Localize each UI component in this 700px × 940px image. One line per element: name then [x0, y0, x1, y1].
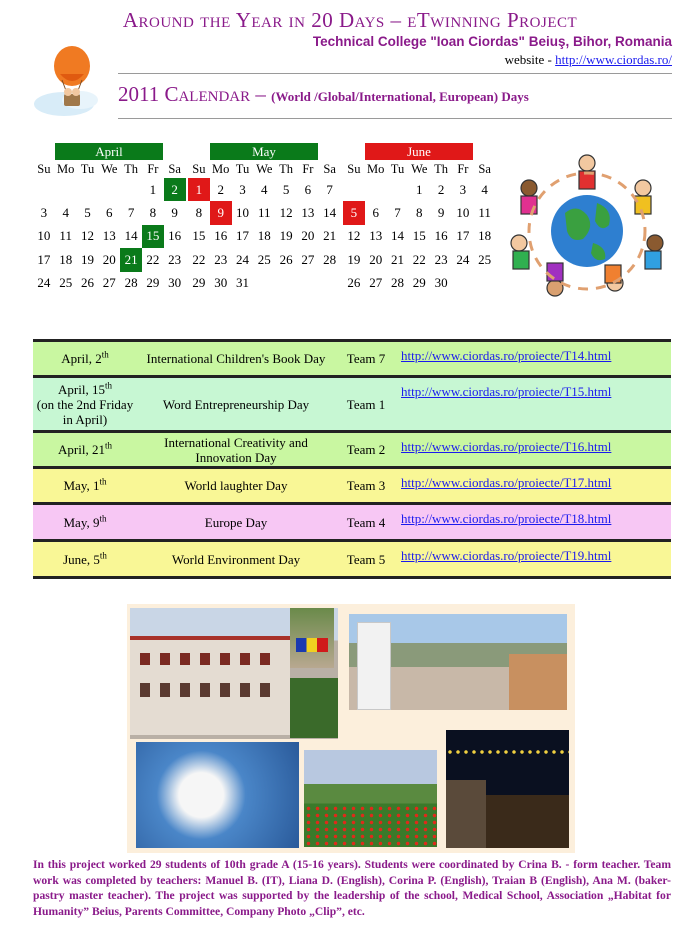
event-team: Team 1: [335, 377, 397, 432]
event-link-cell: [397, 341, 671, 377]
day-cell: 22: [146, 251, 160, 267]
website-link[interactable]: http://www.ciordas.ro/: [555, 52, 672, 67]
day-cell: [365, 178, 387, 201]
event-team: Team 7: [335, 341, 397, 377]
calendar-title: [118, 82, 529, 107]
weekday-label: Mo: [212, 161, 230, 176]
event-date-text: April, 21: [58, 442, 105, 457]
day-cell: [275, 272, 297, 295]
day-cell: 23: [214, 251, 228, 267]
day-cell: 16: [168, 228, 182, 244]
event-row: [33, 432, 671, 468]
weekday-label: Tu: [80, 161, 95, 176]
day-cell: 28: [323, 251, 337, 267]
day-cell: 16: [214, 228, 228, 244]
day-cell: 6: [106, 205, 113, 221]
weekday-label: We: [256, 161, 273, 176]
day-cell: 16: [434, 228, 448, 244]
day-cell: 10: [456, 205, 470, 221]
calendar-april: [33, 160, 186, 295]
day-cell: 8: [416, 205, 423, 221]
day-cell: [474, 272, 496, 295]
event-link-cell: [397, 541, 671, 578]
day-cell: 26: [347, 275, 361, 291]
events-table: [33, 339, 671, 579]
event-link[interactable]: http://www.ciordas.ro/proiecte/T14.html: [401, 348, 612, 363]
day-cell: 20: [301, 228, 315, 244]
day-cell: [343, 178, 365, 201]
event-date-text: April, 15: [58, 381, 105, 397]
day-cell: 29: [146, 275, 160, 291]
day-cell: 18: [478, 228, 492, 244]
event-name: International Creativity and Innovation Day: [137, 432, 335, 468]
weekday-label: Sa: [478, 161, 491, 176]
event-team: Team 4: [335, 504, 397, 541]
day-cell: 2: [217, 181, 224, 197]
month-june: [343, 143, 496, 295]
day-cell: 3: [239, 181, 246, 197]
event-team: Team 3: [335, 468, 397, 504]
day-cell: 5: [84, 205, 91, 221]
day-cell: 2: [437, 181, 445, 197]
day-cell: 30: [214, 275, 228, 291]
day-cell: 18: [257, 228, 271, 244]
day-cell: 24: [235, 251, 249, 267]
event-row: [33, 541, 671, 578]
website-line: [505, 52, 672, 68]
event-link[interactable]: http://www.ciordas.ro/proiecte/T15.html: [401, 384, 612, 399]
month-april-header: April: [55, 143, 163, 160]
day-cell: 21: [323, 228, 337, 244]
statue-flag-photo: [290, 608, 334, 668]
day-cell: 12: [347, 228, 361, 244]
event-name: World laughter Day: [137, 468, 335, 504]
weekday-row: [33, 160, 186, 178]
day-cell: 20: [102, 251, 116, 267]
week-row: [33, 201, 186, 224]
event-date-suffix: th: [99, 476, 107, 487]
weekday-label: Th: [124, 161, 139, 176]
day-cell: 10: [235, 205, 249, 221]
header-divider-top: [118, 73, 672, 74]
event-team: Team 5: [335, 541, 397, 578]
day-cell: 29: [412, 275, 426, 291]
day-cell: 11: [478, 205, 491, 221]
day-cell: 23: [168, 251, 182, 267]
day-cell: 20: [369, 251, 383, 267]
day-cell: 14: [124, 228, 138, 244]
day-cell: 28: [124, 275, 138, 291]
event-date: [33, 468, 137, 504]
event-link-cell: [397, 377, 671, 432]
day-cell: 19: [80, 251, 94, 267]
week-row: [343, 178, 496, 201]
children-around-globe-illustration: [505, 143, 670, 308]
event-name: International Children's Book Day: [137, 341, 335, 377]
event-date-suffix: th: [101, 349, 109, 360]
event-link[interactable]: http://www.ciordas.ro/proiecte/T18.html: [401, 511, 612, 526]
month-april: [33, 143, 186, 295]
calendar-title-text: 2011 Calendar –: [118, 82, 272, 106]
day-cell: 21: [120, 248, 142, 271]
day-cell: 12: [80, 228, 94, 244]
day-cell: 13: [301, 205, 315, 221]
day-cell: 19: [279, 228, 293, 244]
calendar-may: [188, 160, 341, 295]
day-cell: 13: [102, 228, 116, 244]
night-street-photo: [446, 730, 569, 848]
day-cell: 25: [478, 251, 492, 267]
day-cell: 18: [59, 251, 73, 267]
day-cell: [387, 178, 409, 201]
event-date: [33, 377, 137, 432]
magnolia-photo: [136, 742, 299, 848]
event-link[interactable]: http://www.ciordas.ro/proiecte/T17.html: [401, 475, 612, 490]
event-date-text: May, 1: [63, 478, 100, 493]
day-cell: 14: [323, 205, 337, 221]
weekday-label: Sa: [323, 161, 336, 176]
month-may: [188, 143, 341, 295]
day-cell: 25: [257, 251, 271, 267]
header-divider-bottom: [118, 118, 672, 119]
day-cell: 7: [326, 181, 333, 197]
day-cell: 22: [192, 251, 206, 267]
event-name: World Environment Day: [137, 541, 335, 578]
balloon-logo: [30, 44, 110, 122]
school-name: Technical College "Ioan Ciordas" Beiuş, Bihor, Romania: [312, 34, 672, 49]
day-cell: 24: [456, 251, 470, 267]
day-cell: 15: [412, 228, 426, 244]
day-cell: [297, 272, 319, 295]
event-date: [33, 341, 137, 377]
weekday-label: Sa: [168, 161, 181, 176]
day-cell: 15: [192, 228, 206, 244]
weekday-label: We: [101, 161, 118, 176]
event-date-suffix: th: [104, 380, 112, 391]
event-date-note: (on the 2nd Friday in April): [36, 396, 134, 427]
day-cell: 21: [390, 251, 404, 267]
week-row: [343, 225, 496, 248]
event-link-cell: [397, 432, 671, 468]
event-link-cell: [397, 468, 671, 504]
weekday-label: Su: [192, 161, 206, 176]
event-date: [33, 432, 137, 468]
day-cell: [33, 178, 55, 201]
week-row: [188, 225, 341, 248]
day-cell: [120, 178, 142, 201]
day-cell: [98, 178, 120, 201]
day-cell: 22: [412, 251, 426, 267]
day-cell: 17: [37, 251, 51, 267]
weekday-label: Fr: [147, 161, 159, 176]
event-date: [33, 504, 137, 541]
event-row: [33, 377, 671, 432]
calendar-subtitle: (World /Global/International, European) Days: [271, 89, 529, 104]
day-cell: 31: [235, 275, 249, 291]
day-cell: 27: [301, 251, 315, 267]
day-cell: 27: [102, 275, 116, 291]
month-may-header: May: [210, 143, 318, 160]
day-cell: [77, 178, 99, 201]
weekday-label: Su: [37, 161, 51, 176]
poppy-field-photo: [304, 750, 437, 847]
event-date-text: June, 5: [63, 551, 100, 567]
day-cell: [253, 272, 275, 295]
event-row: [33, 468, 671, 504]
day-cell: 2: [164, 178, 186, 201]
day-cell: 26: [279, 251, 293, 267]
event-team: Team 2: [335, 432, 397, 468]
day-cell: 30: [168, 275, 182, 291]
weekday-label: Fr: [302, 161, 314, 176]
day-cell: [319, 272, 341, 295]
calendar-june: [343, 160, 496, 295]
day-cell: [452, 272, 474, 295]
day-cell: 3: [459, 181, 467, 197]
day-cell: 19: [347, 251, 361, 267]
event-row: [33, 341, 671, 377]
week-row: [343, 201, 496, 224]
day-cell: 4: [261, 181, 268, 197]
weekday-row: [343, 160, 496, 178]
day-cell: 14: [390, 228, 404, 244]
week-row: [33, 272, 186, 295]
event-date-text: April, 2: [61, 351, 102, 366]
day-cell: 5: [282, 181, 290, 197]
event-date: [33, 541, 137, 578]
day-cell: 15: [142, 225, 164, 248]
day-cell: 7: [394, 205, 401, 221]
day-cell: 1: [416, 181, 423, 197]
day-cell: 10: [37, 228, 51, 244]
day-cell: 30: [434, 275, 448, 291]
day-cell: 13: [369, 228, 383, 244]
event-name: Europe Day: [137, 504, 335, 541]
day-cell: 11: [59, 228, 72, 244]
town-panorama-photo: [349, 614, 567, 710]
day-cell: 9: [171, 205, 178, 221]
weekday-label: Tu: [390, 161, 405, 176]
day-cell: 12: [279, 205, 293, 221]
weekday-label: Th: [434, 161, 449, 176]
event-name: Word Entrepreneurship Day: [137, 377, 335, 432]
day-cell: 8: [195, 205, 203, 221]
week-row: [343, 272, 496, 295]
day-cell: 3: [40, 205, 48, 221]
week-row: [188, 272, 341, 295]
day-cell: 23: [434, 251, 448, 267]
day-cell: 25: [59, 275, 73, 291]
week-row: [33, 178, 186, 201]
day-cell: 29: [192, 275, 206, 291]
day-cell: 6: [304, 181, 312, 197]
event-link-cell: [397, 504, 671, 541]
event-row: [33, 504, 671, 541]
weekday-label: Su: [347, 161, 361, 176]
day-cell: 17: [456, 228, 470, 244]
day-cell: 4: [62, 205, 69, 221]
day-cell: 27: [369, 275, 383, 291]
month-june-header: June: [365, 143, 473, 160]
day-cell: 1: [149, 181, 157, 197]
week-row: [33, 225, 186, 248]
day-cell: 8: [149, 205, 157, 221]
week-row: [343, 248, 496, 271]
day-cell: 4: [481, 181, 488, 197]
day-cell: 9: [210, 201, 232, 224]
day-cell: 7: [127, 205, 135, 221]
event-date-suffix: th: [99, 550, 107, 561]
week-row: [188, 178, 341, 201]
weekday-row: [188, 160, 341, 178]
day-cell: 6: [372, 205, 379, 221]
event-link[interactable]: http://www.ciordas.ro/proiecte/T16.html: [401, 439, 612, 454]
week-row: [188, 201, 341, 224]
day-cell: [55, 178, 77, 201]
event-date-suffix: th: [99, 513, 107, 524]
weekday-label: Tu: [235, 161, 250, 176]
event-date-text: May, 9: [63, 514, 100, 530]
project-credits: In this project worked 29 students of 10th grade A (15-16 years). Students were coordinated by Crina B. - form teacher. Team work was completed by teachers: Manuel B. (IT), Liana D. (English), Corina P. (English), Traian B (English), Ana M. (baker- pastry master teacher). The project was supported by the leadership of the school, Medical School, Association „Habitat for Humanity” Beius, Parents Committee, Company Photo „Clip”, etc.: [33, 858, 671, 918]
weekday-label: Mo: [57, 161, 75, 176]
website-label: website -: [504, 52, 556, 67]
day-cell: 17: [235, 228, 249, 244]
week-row: [33, 248, 186, 271]
day-cell: 1: [188, 178, 210, 201]
weekday-label: Th: [279, 161, 294, 176]
day-cell: 28: [390, 275, 404, 291]
photo-collage: [127, 604, 575, 853]
day-cell: 5: [343, 201, 365, 224]
event-link[interactable]: http://www.ciordas.ro/proiecte/T19.html: [401, 548, 612, 563]
event-date-suffix: th: [104, 440, 112, 451]
weekday-label: We: [411, 161, 428, 176]
day-cell: 24: [37, 275, 51, 291]
day-cell: 11: [258, 205, 271, 221]
page-title: Around the Year in 20 Days – eTwinning Project: [122, 8, 578, 32]
day-cell: 9: [437, 205, 445, 221]
weekday-label: Mo: [367, 161, 385, 176]
day-cell: 26: [80, 275, 94, 291]
week-row: [188, 248, 341, 271]
weekday-label: Fr: [457, 161, 469, 176]
